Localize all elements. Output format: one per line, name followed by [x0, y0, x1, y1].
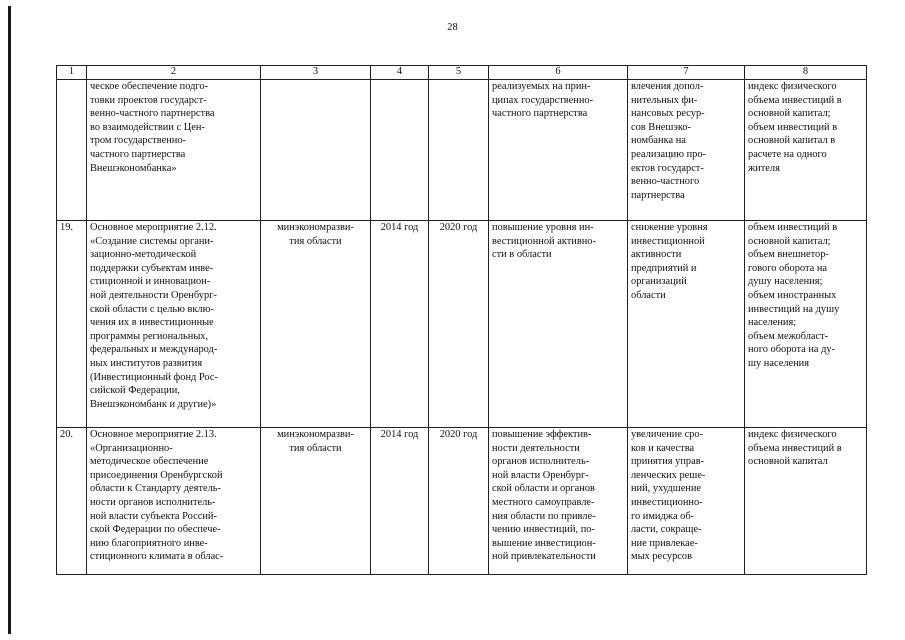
row-number-cell: 19.	[57, 221, 87, 428]
header-row	[57, 66, 867, 80]
measure-cell: Основное мероприятие 2.12. «Создание системы органи- зационно-методической поддержки субъектам инве- стиционной и инновацион- ной деятельности Оренбург- ской области с целью вклю- чения их в инвестиционные программы региональных, федеральных и международ- ных институтов развития (Инвестиционный фонд Рос- сийской Федерации, Внешэкономбанк и другие)»	[87, 221, 261, 428]
table-row	[57, 221, 867, 428]
row-number-cell	[57, 80, 87, 221]
column-header: 5	[429, 66, 489, 80]
measures-table	[56, 65, 867, 575]
expected-result-cell: реализуемых на прин- ципах государственно- частного партнерства	[489, 80, 628, 221]
page-edge-bar	[8, 6, 11, 634]
column-header: 1	[57, 66, 87, 80]
start-year-cell: 2014 год	[371, 221, 429, 428]
indicator-cell: индекс физического объема инвестиций в основной капитал; объем инвестиций в основной капитал в расчете на одного жителя	[745, 80, 867, 221]
measure-cell: ческое обеспечение подго- товки проектов государст- венно-частного партнерства во взаимодействии с Цен- тром государственно- частного партнерства Внешэкономбанка»	[87, 80, 261, 221]
column-header: 4	[371, 66, 429, 80]
end-year-cell	[429, 80, 489, 221]
end-year-cell: 2020 год	[429, 221, 489, 428]
end-year-cell: 2020 год	[429, 428, 489, 575]
start-year-cell: 2014 год	[371, 428, 429, 575]
expected-result-cell: повышение эффектив- ности деятельности органов исполнитель- ной власти Оренбург- ской области и органов местного самоуправле- ния области по привле- чению инвестиций, по- вышение инвестицион- ной привлекательности	[489, 428, 628, 575]
column-header: 8	[745, 66, 867, 80]
table-row	[57, 80, 867, 221]
start-year-cell	[371, 80, 429, 221]
column-header: 2	[87, 66, 261, 80]
indicator-cell: объем инвестиций в основной капитал; объем внешнетор- гового оборота на душу населения; объем иностранных инвестиций на душу населения; объем межобласт- ного оборота на ду- шу населения	[745, 221, 867, 428]
consequence-cell: влечения допол- нительных фи- нансовых ресур- сов Внешэко- номбанка на реализацию про- ектов государст- венно-частного партнерства	[628, 80, 745, 221]
table-row	[57, 428, 867, 575]
executor-cell: минэкономразви- тия области	[261, 428, 371, 575]
executor-cell: минэкономразви- тия области	[261, 221, 371, 428]
executor-cell	[261, 80, 371, 221]
page-number: 28	[447, 22, 458, 33]
column-header: 3	[261, 66, 371, 80]
expected-result-cell: повышение уровня ин- вестиционной активно- сти в области	[489, 221, 628, 428]
row-number-cell: 20.	[57, 428, 87, 575]
consequence-cell: снижение уровня инвестиционной активности предприятий и организаций области	[628, 221, 745, 428]
column-header: 6	[489, 66, 628, 80]
consequence-cell: увеличение сро- ков и качества принятия управ- ленческих реше- ний, ухудшение инвестиционно- го имиджа об- ласти, сокраще- ние привлекае- мых ресурсов	[628, 428, 745, 575]
indicator-cell: индекс физического объема инвестиций в основной капитал	[745, 428, 867, 575]
column-header: 7	[628, 66, 745, 80]
measure-cell: Основное мероприятие 2.13. «Организационно- методическое обеспечение присоединения Оренбургской области к Стандарту деятель- ности органов исполнитель- ной власти субъекта Россий- ской Федерации по обеспече- нию благоприятного инве- стиционного климата в облас-	[87, 428, 261, 575]
